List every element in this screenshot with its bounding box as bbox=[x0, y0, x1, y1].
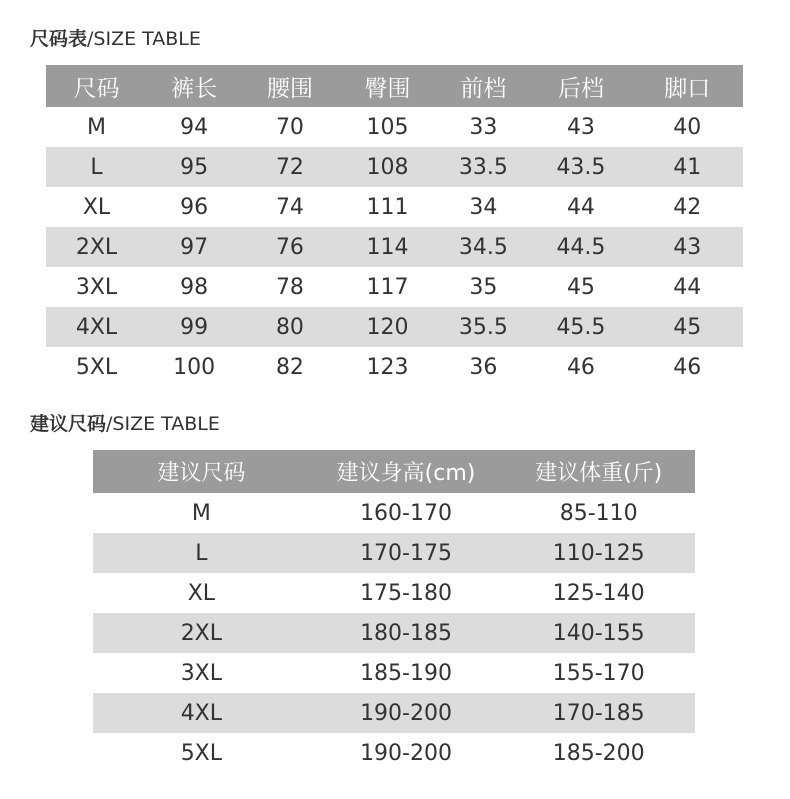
table-row bbox=[93, 533, 695, 573]
table-cell: 78 bbox=[275, 274, 304, 300]
table-cell: 160-170 bbox=[360, 500, 452, 526]
table-cell: 35 bbox=[469, 274, 498, 300]
header-recommended-height: 建议身高(cm) bbox=[310, 450, 503, 493]
recommend-table-title bbox=[30, 409, 220, 436]
header-leg-opening: 脚口 bbox=[631, 65, 743, 107]
header-recommended-size: 建议尺码 bbox=[93, 450, 310, 493]
table-row bbox=[93, 693, 695, 733]
table-cell: XL bbox=[82, 194, 111, 220]
table-cell: 4XL bbox=[46, 307, 147, 347]
table-cell: 72 bbox=[241, 147, 339, 187]
table-cell: 120 bbox=[339, 307, 437, 347]
table-row bbox=[93, 573, 695, 613]
table-cell: 111 bbox=[366, 194, 409, 220]
table-cell: 5XL bbox=[180, 740, 223, 766]
table-cell: 99 bbox=[147, 307, 241, 347]
table-cell: 98 bbox=[180, 274, 209, 300]
table-cell: 5XL bbox=[75, 354, 118, 380]
size-table-title bbox=[30, 24, 201, 51]
table-cell: 114 bbox=[339, 227, 437, 267]
table-row bbox=[46, 187, 743, 227]
header-size: 尺码 bbox=[46, 65, 147, 107]
table-row bbox=[46, 267, 743, 307]
table-row bbox=[46, 347, 743, 387]
table-cell: 45.5 bbox=[530, 307, 631, 347]
table-cell: 80 bbox=[241, 307, 339, 347]
header-back-rise: 后档 bbox=[530, 65, 631, 107]
table-cell: 85-110 bbox=[559, 500, 638, 526]
table-cell: 3XL bbox=[75, 274, 118, 300]
table-cell: 123 bbox=[366, 354, 409, 380]
recommend-table-title-en: /SIZE TABLE bbox=[106, 413, 220, 435]
recommend-table-title-cn: 建议尺码 bbox=[30, 413, 107, 435]
size-table-header-row bbox=[46, 65, 743, 107]
table-cell: 190-200 bbox=[360, 740, 452, 766]
table-cell: 190-200 bbox=[310, 693, 503, 733]
table-cell: 74 bbox=[275, 194, 304, 220]
table-cell: M bbox=[87, 114, 107, 140]
recommend-table-header-row bbox=[93, 450, 695, 493]
table-cell: 34 bbox=[469, 194, 498, 220]
table-cell: 2XL bbox=[46, 227, 147, 267]
table-cell: 46 bbox=[673, 354, 702, 380]
table-row bbox=[93, 493, 695, 533]
table-row bbox=[93, 653, 695, 693]
table-cell: 4XL bbox=[93, 693, 310, 733]
table-cell: 2XL bbox=[93, 613, 310, 653]
table-cell: 185-190 bbox=[360, 660, 452, 686]
table-cell: 34.5 bbox=[436, 227, 530, 267]
table-cell: 36 bbox=[469, 354, 498, 380]
size-table-title-cn: 尺码表 bbox=[30, 28, 88, 50]
table-cell: 180-185 bbox=[310, 613, 503, 653]
table-cell: 45 bbox=[566, 274, 595, 300]
table-cell: 44 bbox=[566, 194, 595, 220]
size-table-title-en: /SIZE TABLE bbox=[87, 28, 201, 50]
table-cell: 70 bbox=[275, 114, 304, 140]
table-cell: 43 bbox=[566, 114, 595, 140]
table-cell: 175-180 bbox=[360, 580, 452, 606]
table-cell: 3XL bbox=[180, 660, 223, 686]
table-cell: XL bbox=[187, 580, 216, 606]
table-cell: 155-170 bbox=[552, 660, 645, 686]
table-cell: L bbox=[93, 533, 310, 573]
table-cell: 94 bbox=[180, 114, 209, 140]
table-cell: 170-175 bbox=[310, 533, 503, 573]
table-cell: 43 bbox=[631, 227, 743, 267]
header-waist: 腰围 bbox=[241, 65, 339, 107]
header-recommended-weight: 建议体重(斤) bbox=[502, 450, 695, 493]
table-cell: 125-140 bbox=[552, 580, 645, 606]
table-cell: 108 bbox=[339, 147, 437, 187]
table-cell: 100 bbox=[173, 354, 216, 380]
size-table bbox=[46, 65, 743, 387]
table-cell: 97 bbox=[147, 227, 241, 267]
table-cell: 41 bbox=[631, 147, 743, 187]
table-cell: 185-200 bbox=[552, 740, 645, 766]
table-row bbox=[46, 147, 743, 187]
header-front-rise: 前档 bbox=[436, 65, 530, 107]
table-cell: 95 bbox=[147, 147, 241, 187]
table-cell: M bbox=[191, 500, 211, 526]
table-cell: 110-125 bbox=[502, 533, 695, 573]
table-cell: 44 bbox=[673, 274, 702, 300]
table-cell: 46 bbox=[566, 354, 595, 380]
table-cell: 76 bbox=[241, 227, 339, 267]
table-row bbox=[46, 307, 743, 347]
table-cell: L bbox=[46, 147, 147, 187]
table-row bbox=[46, 227, 743, 267]
table-cell: 33 bbox=[469, 114, 498, 140]
table-cell: 105 bbox=[366, 114, 409, 140]
table-row bbox=[93, 613, 695, 653]
table-cell: 117 bbox=[366, 274, 409, 300]
header-length: 裤长 bbox=[147, 65, 241, 107]
table-cell: 42 bbox=[673, 194, 702, 220]
table-cell: 43.5 bbox=[530, 147, 631, 187]
table-cell: 96 bbox=[180, 194, 209, 220]
table-cell: 170-185 bbox=[502, 693, 695, 733]
table-cell: 44.5 bbox=[530, 227, 631, 267]
table-cell: 82 bbox=[275, 354, 304, 380]
table-cell: 35.5 bbox=[436, 307, 530, 347]
header-hip: 臀围 bbox=[339, 65, 437, 107]
table-cell: 33.5 bbox=[436, 147, 530, 187]
table-cell: 45 bbox=[631, 307, 743, 347]
table-cell: 140-155 bbox=[502, 613, 695, 653]
table-row bbox=[46, 107, 743, 147]
table-row bbox=[93, 733, 695, 773]
table-cell: 40 bbox=[673, 114, 702, 140]
recommend-table bbox=[93, 450, 695, 773]
